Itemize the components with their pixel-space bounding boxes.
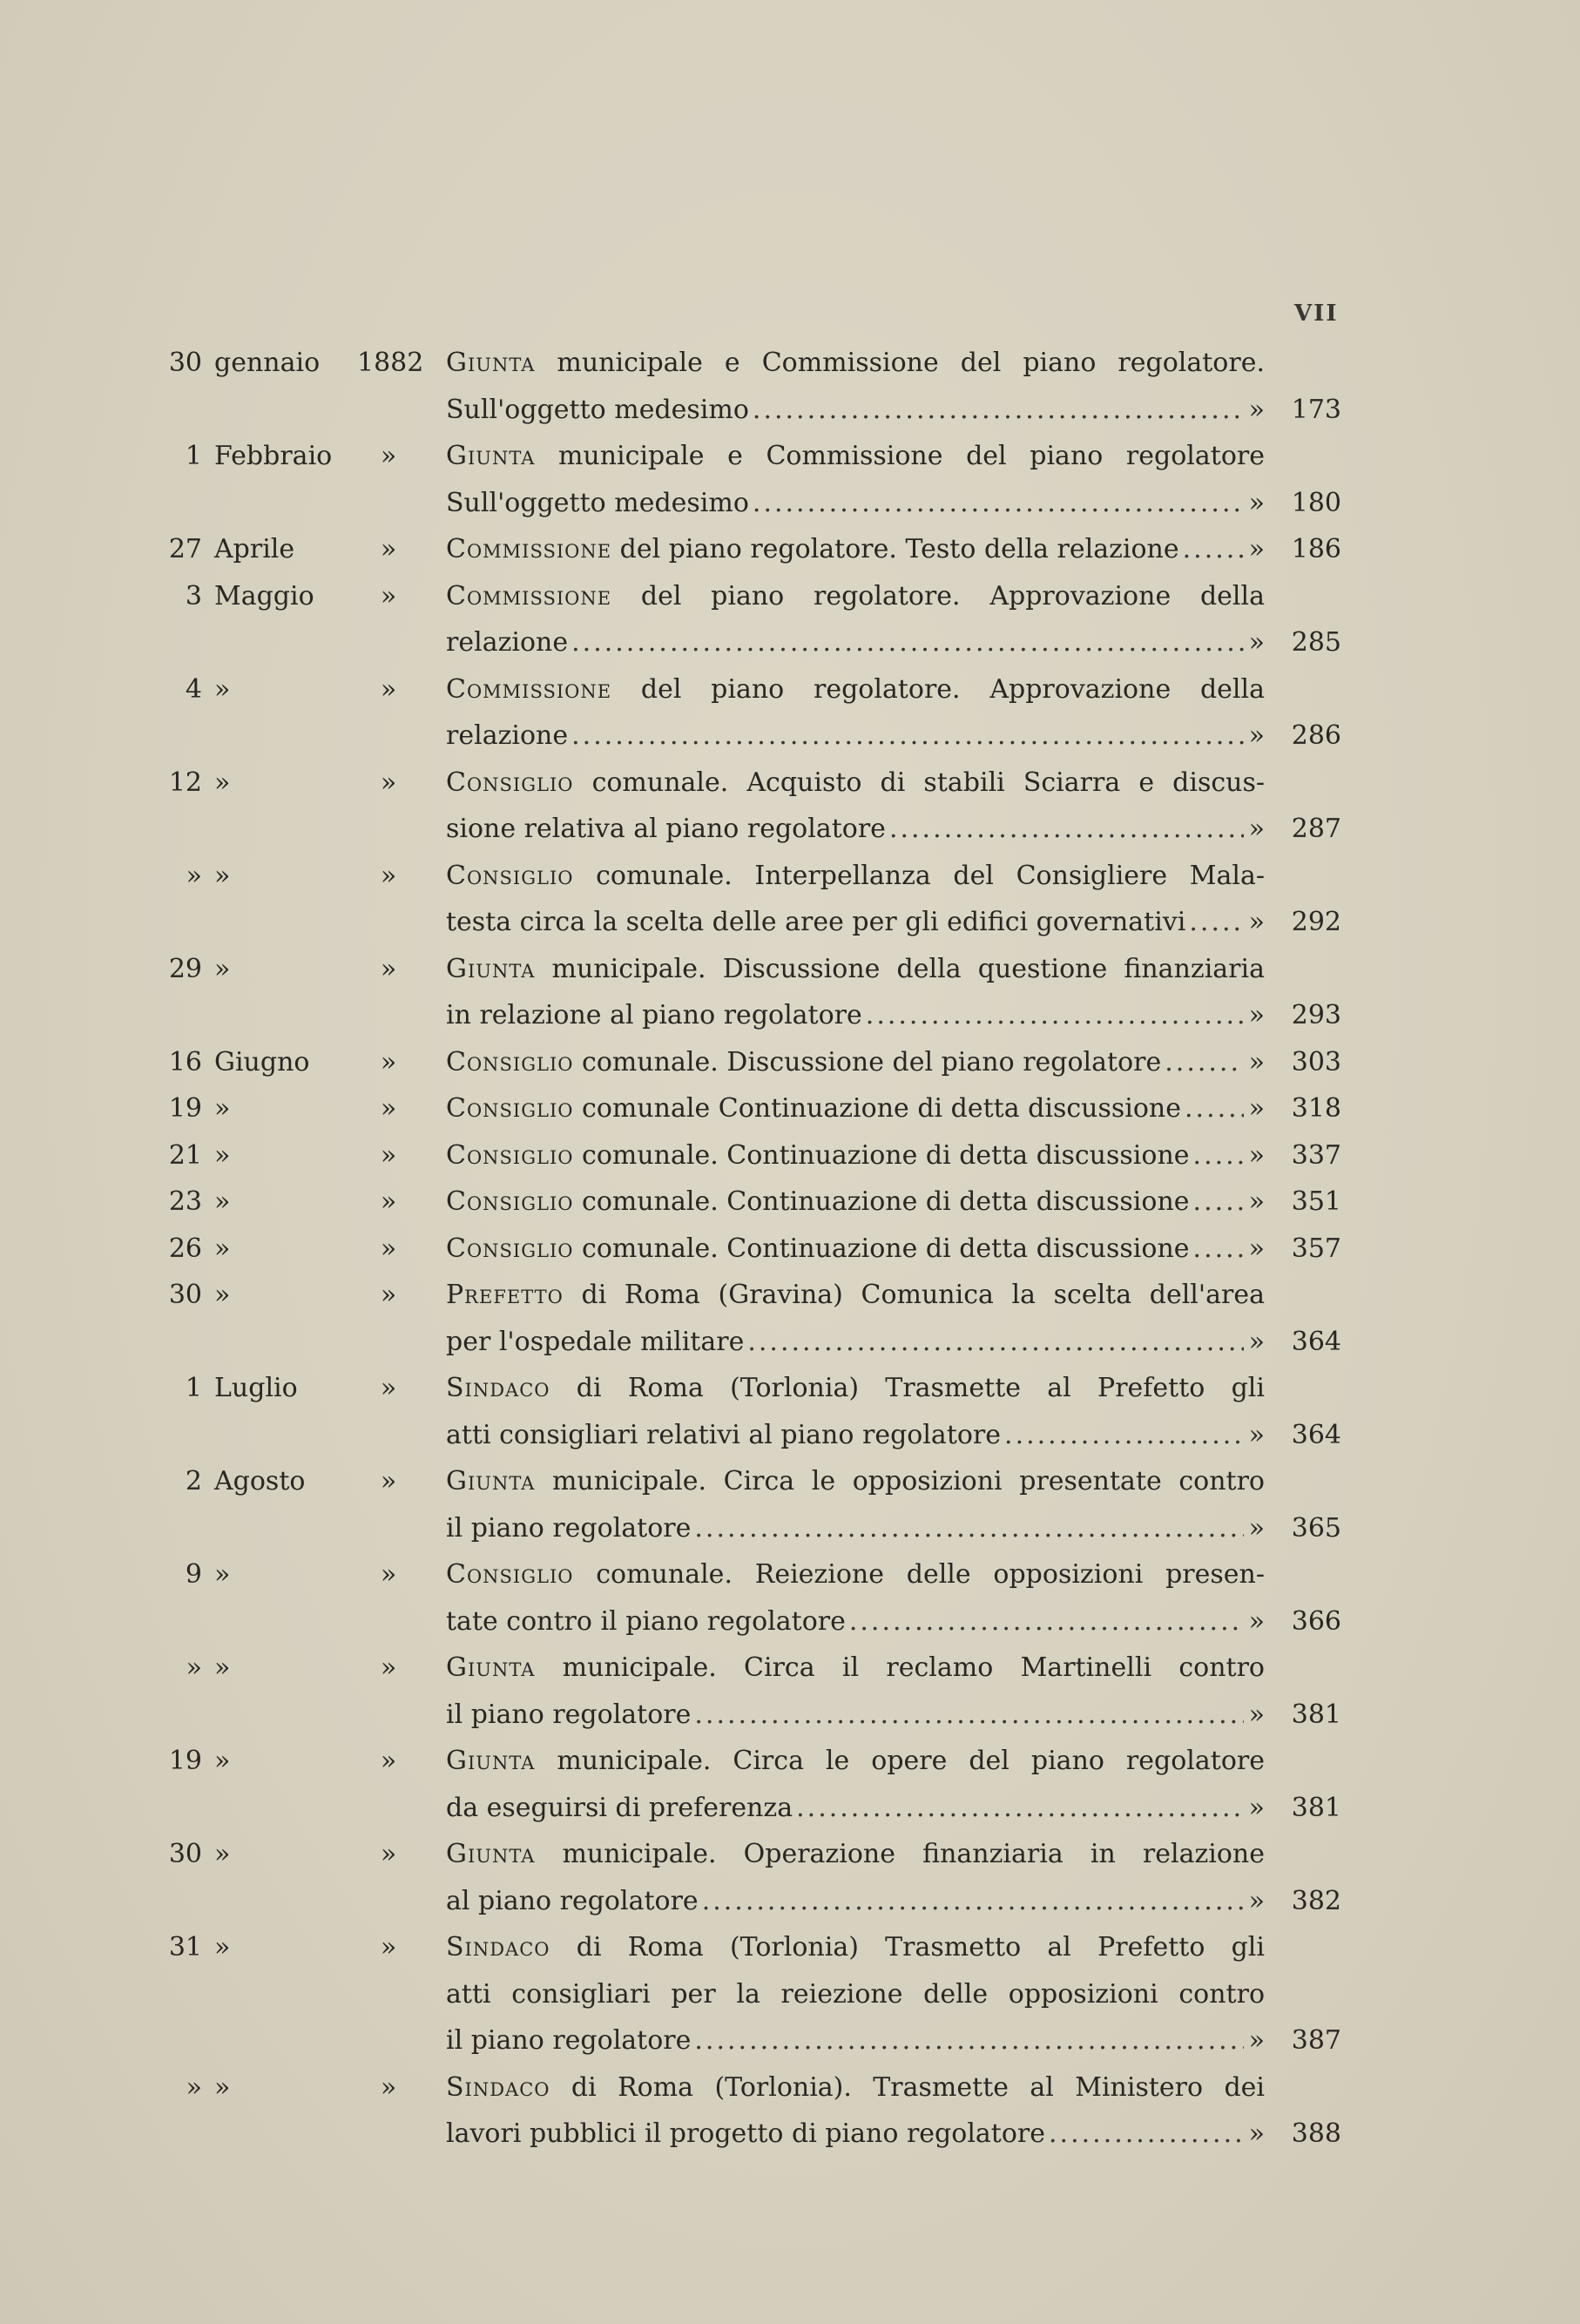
toc-entry-line xyxy=(0,1924,1580,1971)
entry-page-number: 364 xyxy=(1291,1419,1341,1450)
toc-entry-line xyxy=(0,713,1580,760)
entry-page-number: 387 xyxy=(1291,2025,1341,2056)
toc-entry-line xyxy=(0,619,1580,666)
toc-entry-line xyxy=(0,526,1580,573)
ditto-mark: » xyxy=(1248,1605,1265,1637)
toc-entry-line xyxy=(0,1971,1580,2018)
entry-subject: Consiglio xyxy=(446,1559,574,1590)
entry-month: » xyxy=(214,1839,231,1869)
entry-page-number: 365 xyxy=(1291,1512,1341,1544)
entry-day: » xyxy=(186,860,202,891)
entry-text: Sull'oggetto medesimo xyxy=(446,394,749,425)
entry-description xyxy=(446,2111,1265,2158)
entry-text: relazione xyxy=(446,627,569,658)
toc-entry-line xyxy=(0,1738,1580,1785)
entry-subject: Consiglio xyxy=(446,1093,574,1124)
entry-description xyxy=(446,1738,1265,1785)
toc-entry xyxy=(0,760,1580,853)
entry-text: Sull'oggetto medesimo xyxy=(446,487,749,518)
entry-description xyxy=(446,1085,1265,1132)
entry-subject: Commissione xyxy=(446,673,612,705)
entry-text: testa circa la scelta delle aree per gli edifici governativi xyxy=(446,907,1186,937)
toc-entry-line xyxy=(0,1598,1580,1645)
entry-year: 1882 xyxy=(357,348,424,378)
entry-page-number: 293 xyxy=(1291,1000,1341,1030)
entry-text: del piano regolatore. Approvazione della xyxy=(640,580,1265,611)
toc-entry-line xyxy=(0,1785,1580,1832)
toc-entry xyxy=(0,666,1580,760)
entry-text: municipale e Commissione del piano regolatore. xyxy=(557,348,1265,378)
entry-text: municipale. Circa il reclamo Martinelli contro xyxy=(562,1652,1265,1683)
entry-month: » xyxy=(214,673,231,705)
entry-year: » xyxy=(380,1186,397,1217)
entry-subject: Commissione xyxy=(446,534,612,564)
entry-description xyxy=(446,2017,1265,2064)
toc-entry-line xyxy=(0,1365,1580,1412)
dot-leader xyxy=(694,2017,1243,2064)
entry-text: del piano regolatore. Approvazione della xyxy=(640,673,1265,705)
ditto-mark: » xyxy=(1248,1512,1265,1544)
toc-entry xyxy=(0,1551,1580,1645)
entry-text: il piano regolatore xyxy=(446,2025,692,2056)
entry-month: Agosto xyxy=(214,1466,306,1496)
entry-month: » xyxy=(214,1280,231,1310)
toc-entry xyxy=(0,1272,1580,1365)
entry-description xyxy=(446,1319,1265,1366)
toc-entry xyxy=(0,1085,1580,1132)
ditto-mark: » xyxy=(1248,627,1265,658)
toc-entry-line xyxy=(0,1505,1580,1552)
toc-entry xyxy=(0,2064,1580,2158)
entry-description xyxy=(446,1785,1265,1832)
entry-year: » xyxy=(380,441,397,471)
entry-year: » xyxy=(380,1466,397,1496)
entry-description xyxy=(446,340,1265,387)
entry-description xyxy=(446,433,1265,480)
entry-year: » xyxy=(380,860,397,891)
toc-entry xyxy=(0,1226,1580,1273)
entry-month: » xyxy=(214,860,231,891)
entry-month: » xyxy=(214,1233,231,1264)
toc-entry-line xyxy=(0,1319,1580,1366)
entry-year: » xyxy=(380,953,397,984)
entry-page-number: 364 xyxy=(1291,1326,1341,1357)
entry-month: Luglio xyxy=(214,1373,298,1403)
entry-year: » xyxy=(380,1139,397,1171)
entry-year: » xyxy=(380,534,397,564)
entry-month: gennaio xyxy=(214,348,321,378)
entry-subject: Giunta xyxy=(446,1746,536,1776)
entry-year: » xyxy=(380,1233,397,1264)
entry-text: del piano regolatore. Testo della relazione xyxy=(619,534,1179,564)
entry-subject: Giunta xyxy=(446,953,536,984)
entry-subject: Consiglio xyxy=(446,1139,574,1171)
entry-text: comunale. Continuazione di detta discussione xyxy=(582,1233,1190,1264)
entry-year: » xyxy=(380,767,397,798)
entry-description xyxy=(446,713,1265,760)
toc-entry-line xyxy=(0,2111,1580,2158)
toc-entry-line xyxy=(0,946,1580,993)
toc-entry xyxy=(0,1738,1580,1831)
ditto-mark: » xyxy=(1248,907,1265,937)
entry-page-number: 285 xyxy=(1291,627,1341,658)
toc-entry xyxy=(0,853,1580,946)
toc-entry-line xyxy=(0,1645,1580,1692)
dot-leader xyxy=(747,1319,1243,1366)
entry-description xyxy=(446,1132,1265,1179)
entry-text: di Roma (Torlonia) Trasmetto al Prefetto gli xyxy=(576,1932,1265,1963)
toc-entry-line xyxy=(0,2017,1580,2064)
toc-entry-line xyxy=(0,853,1580,900)
ditto-mark: » xyxy=(1248,1326,1265,1357)
entry-description xyxy=(446,1365,1265,1412)
entry-text: tate contro il piano regolatore xyxy=(446,1605,846,1637)
entry-year: » xyxy=(380,1093,397,1124)
entry-subject: Giunta xyxy=(446,1652,536,1683)
ditto-mark: » xyxy=(1248,720,1265,751)
entry-day: 19 xyxy=(168,1746,202,1776)
entry-description xyxy=(446,573,1265,620)
entry-text: di Roma (Torlonia). Trasmette al Ministero dei xyxy=(571,2071,1265,2103)
dot-leader xyxy=(753,387,1244,434)
toc-entry xyxy=(0,1645,1580,1738)
entry-subject: Giunta xyxy=(446,1839,536,1869)
toc-entry-line xyxy=(0,340,1580,387)
entry-day: 19 xyxy=(168,1093,202,1124)
entry-day: 30 xyxy=(168,348,202,378)
entry-text: municipale. Circa le opposizioni presentate contro xyxy=(551,1466,1265,1496)
entry-subject: Giunta xyxy=(446,441,536,471)
entry-description xyxy=(446,1831,1265,1878)
entry-page-number: 286 xyxy=(1291,720,1341,751)
ditto-mark: » xyxy=(1248,1233,1265,1264)
entry-month: » xyxy=(214,767,231,798)
entry-text: comunale. Acquisto di stabili Sciarra e discus- xyxy=(591,767,1265,798)
toc-entry xyxy=(0,1831,1580,1924)
toc-entry xyxy=(0,1924,1580,2064)
ditto-mark: » xyxy=(1248,2025,1265,2056)
entry-text: di Roma (Torlonia) Trasmette al Prefetto gli xyxy=(576,1373,1265,1403)
entry-page-number: 173 xyxy=(1291,394,1341,425)
toc-entry-line xyxy=(0,1226,1580,1273)
dot-leader xyxy=(1049,2111,1244,2158)
entry-description xyxy=(446,1971,1265,2018)
entry-text: da eseguirsi di preferenza xyxy=(446,1792,793,1823)
entry-day: 21 xyxy=(168,1139,202,1171)
toc-entry-line xyxy=(0,573,1580,620)
entry-page-number: 381 xyxy=(1291,1699,1341,1730)
entry-text: comunale. Discussione del piano regolatore xyxy=(582,1046,1162,1078)
entry-subject: Sindaco xyxy=(446,1373,550,1403)
ditto-mark: » xyxy=(1248,1046,1265,1078)
entry-year: » xyxy=(380,673,397,705)
entry-day: 31 xyxy=(168,1932,202,1963)
entry-text: municipale. Circa le opere del piano regolatore xyxy=(557,1746,1265,1776)
entry-day: 12 xyxy=(168,767,202,798)
entry-day: 16 xyxy=(168,1046,202,1078)
entry-description xyxy=(446,1039,1265,1086)
entry-year: » xyxy=(380,1046,397,1078)
entry-description xyxy=(446,946,1265,993)
table-of-contents xyxy=(0,340,1580,2158)
ditto-mark: » xyxy=(1248,534,1265,564)
dot-leader xyxy=(1185,1085,1244,1132)
entry-day: 29 xyxy=(168,953,202,984)
entry-description xyxy=(446,1458,1265,1505)
entry-description xyxy=(446,1551,1265,1598)
dot-leader xyxy=(1165,1039,1243,1086)
entry-month: » xyxy=(214,953,231,984)
toc-entry-line xyxy=(0,387,1580,434)
entry-page-number: 388 xyxy=(1291,2118,1341,2149)
entry-text: atti consigliari relativi al piano regolatore xyxy=(446,1419,1002,1450)
dot-leader xyxy=(702,1878,1244,1925)
entry-page-number: 351 xyxy=(1291,1186,1341,1217)
ditto-mark: » xyxy=(1248,1139,1265,1171)
entry-text: il piano regolatore xyxy=(446,1699,692,1730)
entry-year: » xyxy=(380,1280,397,1310)
entry-text: comunale. Interpellanza del Consigliere Mala- xyxy=(596,860,1265,891)
toc-entry xyxy=(0,1132,1580,1179)
entry-month: » xyxy=(214,1652,231,1683)
dot-leader xyxy=(694,1505,1243,1552)
entry-description xyxy=(446,1878,1265,1925)
toc-entry-line xyxy=(0,1412,1580,1459)
toc-entry-line xyxy=(0,992,1580,1039)
entry-text: di Roma (Gravina) Comunica la scelta dell'area xyxy=(581,1280,1265,1310)
entry-day: 9 xyxy=(185,1559,202,1590)
entry-day: » xyxy=(186,2071,202,2103)
toc-entry xyxy=(0,1039,1580,1086)
toc-entry-line xyxy=(0,806,1580,853)
dot-leader xyxy=(753,480,1244,527)
toc-entry xyxy=(0,1458,1580,1551)
entry-year: » xyxy=(380,1932,397,1963)
entry-year: » xyxy=(380,2071,397,2103)
entry-description xyxy=(446,480,1265,527)
entry-day: » xyxy=(186,1652,202,1683)
entry-text: per l'ospedale militare xyxy=(446,1326,745,1357)
toc-entry xyxy=(0,1179,1580,1226)
entry-page-number: 287 xyxy=(1291,814,1341,844)
entry-description xyxy=(446,760,1265,807)
entry-description xyxy=(446,1924,1265,1971)
entry-description xyxy=(446,1692,1265,1739)
entry-month: » xyxy=(214,1186,231,1217)
entry-text: municipale. Discussione della questione finanziaria xyxy=(551,953,1265,984)
dot-leader xyxy=(1193,1132,1244,1179)
entry-text: comunale. Reiezione delle opposizioni presen- xyxy=(596,1559,1265,1590)
dot-leader xyxy=(1189,899,1243,946)
entry-description xyxy=(446,1179,1265,1226)
toc-entry xyxy=(0,1365,1580,1458)
dot-leader xyxy=(571,619,1244,666)
entry-description xyxy=(446,853,1265,900)
entry-text: sione relativa al piano regolatore xyxy=(446,814,886,844)
entry-day: 27 xyxy=(168,534,202,564)
entry-day: 1 xyxy=(185,1373,202,1403)
toc-entry-line xyxy=(0,1272,1580,1319)
entry-subject: Commissione xyxy=(446,580,612,611)
toc-entry-line xyxy=(0,1551,1580,1598)
entry-text: municipale e Commissione del piano regolatore xyxy=(557,441,1265,471)
entry-day: 2 xyxy=(185,1466,202,1496)
entry-subject: Consiglio xyxy=(446,1186,574,1217)
entry-text: in relazione al piano regolatore xyxy=(446,1000,862,1030)
entry-description xyxy=(446,992,1265,1039)
entry-month: » xyxy=(214,1559,231,1590)
entry-day: 30 xyxy=(168,1839,202,1869)
entry-page-number: 318 xyxy=(1291,1093,1341,1124)
entry-day: 3 xyxy=(185,580,202,611)
entry-month: Aprile xyxy=(214,534,295,564)
toc-entry-line xyxy=(0,1085,1580,1132)
dot-leader xyxy=(889,806,1244,853)
entry-text: municipale. Operazione finanziaria in relazione xyxy=(562,1839,1265,1869)
entry-year: » xyxy=(380,580,397,611)
entry-description xyxy=(446,666,1265,713)
entry-page-number: 357 xyxy=(1291,1233,1341,1264)
entry-month: » xyxy=(214,1746,231,1776)
toc-entry-line xyxy=(0,1179,1580,1226)
toc-entry-line xyxy=(0,899,1580,946)
entry-description xyxy=(446,1412,1265,1459)
ditto-mark: » xyxy=(1248,487,1265,518)
entry-month: Maggio xyxy=(214,580,314,611)
toc-entry-line xyxy=(0,2064,1580,2111)
entry-month: Giugno xyxy=(214,1046,310,1078)
entry-month: Febbraio xyxy=(214,441,333,471)
entry-text: comunale Continuazione di detta discussione xyxy=(582,1093,1181,1124)
entry-page-number: 180 xyxy=(1291,487,1341,518)
entry-day: 26 xyxy=(168,1233,202,1264)
entry-text: relazione xyxy=(446,720,569,751)
entry-page-number: 366 xyxy=(1291,1605,1341,1637)
dot-leader xyxy=(1183,526,1244,573)
toc-entry xyxy=(0,946,1580,1039)
toc-entry-line xyxy=(0,1039,1580,1086)
entry-subject: Consiglio xyxy=(446,860,574,891)
entry-subject: Consiglio xyxy=(446,767,574,798)
entry-description xyxy=(446,526,1265,573)
ditto-mark: » xyxy=(1248,1792,1265,1823)
dot-leader xyxy=(1004,1412,1244,1459)
page-number: VII xyxy=(1294,301,1339,327)
entry-description xyxy=(446,899,1265,946)
toc-entry-line xyxy=(0,760,1580,807)
entry-description xyxy=(446,1505,1265,1552)
entry-text: al piano regolatore xyxy=(446,1885,699,1916)
ditto-mark: » xyxy=(1248,1000,1265,1030)
entry-page-number: 381 xyxy=(1291,1792,1341,1823)
entry-month: » xyxy=(214,1932,231,1963)
entry-description xyxy=(446,1226,1265,1273)
entry-page-number: 303 xyxy=(1291,1046,1341,1078)
entry-year: » xyxy=(380,1839,397,1869)
entry-text: atti consigliari per la reiezione delle opposizioni contro xyxy=(446,1978,1265,2010)
entry-subject: Giunta xyxy=(446,348,536,378)
toc-entry-line xyxy=(0,1458,1580,1505)
entry-description xyxy=(446,2064,1265,2111)
entry-description xyxy=(446,1598,1265,1645)
dot-leader xyxy=(796,1785,1244,1832)
entry-subject: Consiglio xyxy=(446,1233,574,1264)
entry-subject: Sindaco xyxy=(446,2071,550,2103)
toc-entry-line xyxy=(0,433,1580,480)
ditto-mark: » xyxy=(1248,1419,1265,1450)
toc-entry xyxy=(0,526,1580,573)
entry-page-number: 292 xyxy=(1291,907,1341,937)
ditto-mark: » xyxy=(1248,1885,1265,1916)
entry-text: il piano regolatore xyxy=(446,1512,692,1544)
entry-year: » xyxy=(380,1746,397,1776)
ditto-mark: » xyxy=(1248,814,1265,844)
dot-leader xyxy=(1193,1226,1244,1273)
ditto-mark: » xyxy=(1248,1093,1265,1124)
entry-page-number: 382 xyxy=(1291,1885,1341,1916)
entry-year: » xyxy=(380,1373,397,1403)
toc-entry-line xyxy=(0,1692,1580,1739)
ditto-mark: » xyxy=(1248,2118,1265,2149)
dot-leader xyxy=(1193,1179,1244,1226)
toc-entry-line xyxy=(0,1878,1580,1925)
entry-description xyxy=(446,387,1265,434)
entry-description xyxy=(446,806,1265,853)
entry-subject: Giunta xyxy=(446,1466,536,1496)
entry-day: 30 xyxy=(168,1280,202,1310)
entry-subject: Sindaco xyxy=(446,1932,550,1963)
entry-page-number: 337 xyxy=(1291,1139,1341,1171)
entry-day: 23 xyxy=(168,1186,202,1217)
entry-year: » xyxy=(380,1559,397,1590)
entry-text: comunale. Continuazione di detta discussione xyxy=(582,1186,1190,1217)
entry-subject: Prefetto xyxy=(446,1280,564,1310)
toc-entry xyxy=(0,433,1580,526)
entry-year: » xyxy=(380,1652,397,1683)
dot-leader xyxy=(694,1692,1243,1739)
entry-month: » xyxy=(214,1139,231,1171)
entry-text: comunale. Continuazione di detta discussione xyxy=(582,1139,1190,1171)
toc-entry xyxy=(0,340,1580,433)
entry-text: lavori pubblici il progetto di piano regolatore xyxy=(446,2118,1046,2149)
dot-leader xyxy=(866,992,1244,1039)
entry-month: » xyxy=(214,2071,231,2103)
entry-description xyxy=(446,1645,1265,1692)
toc-entry-line xyxy=(0,1132,1580,1179)
ditto-mark: » xyxy=(1248,394,1265,425)
entry-subject: Consiglio xyxy=(446,1046,574,1078)
toc-entry xyxy=(0,573,1580,666)
dot-leader xyxy=(571,713,1244,760)
entry-day: 4 xyxy=(185,673,202,705)
dot-leader xyxy=(849,1598,1244,1645)
entry-month: » xyxy=(214,1093,231,1124)
entry-day: 1 xyxy=(185,441,202,471)
toc-entry-line xyxy=(0,666,1580,713)
entry-description xyxy=(446,1272,1265,1319)
ditto-mark: » xyxy=(1248,1186,1265,1217)
ditto-mark: » xyxy=(1248,1699,1265,1730)
toc-entry-line xyxy=(0,480,1580,527)
toc-entry-line xyxy=(0,1831,1580,1878)
entry-description xyxy=(446,619,1265,666)
entry-page-number: 186 xyxy=(1291,534,1341,564)
